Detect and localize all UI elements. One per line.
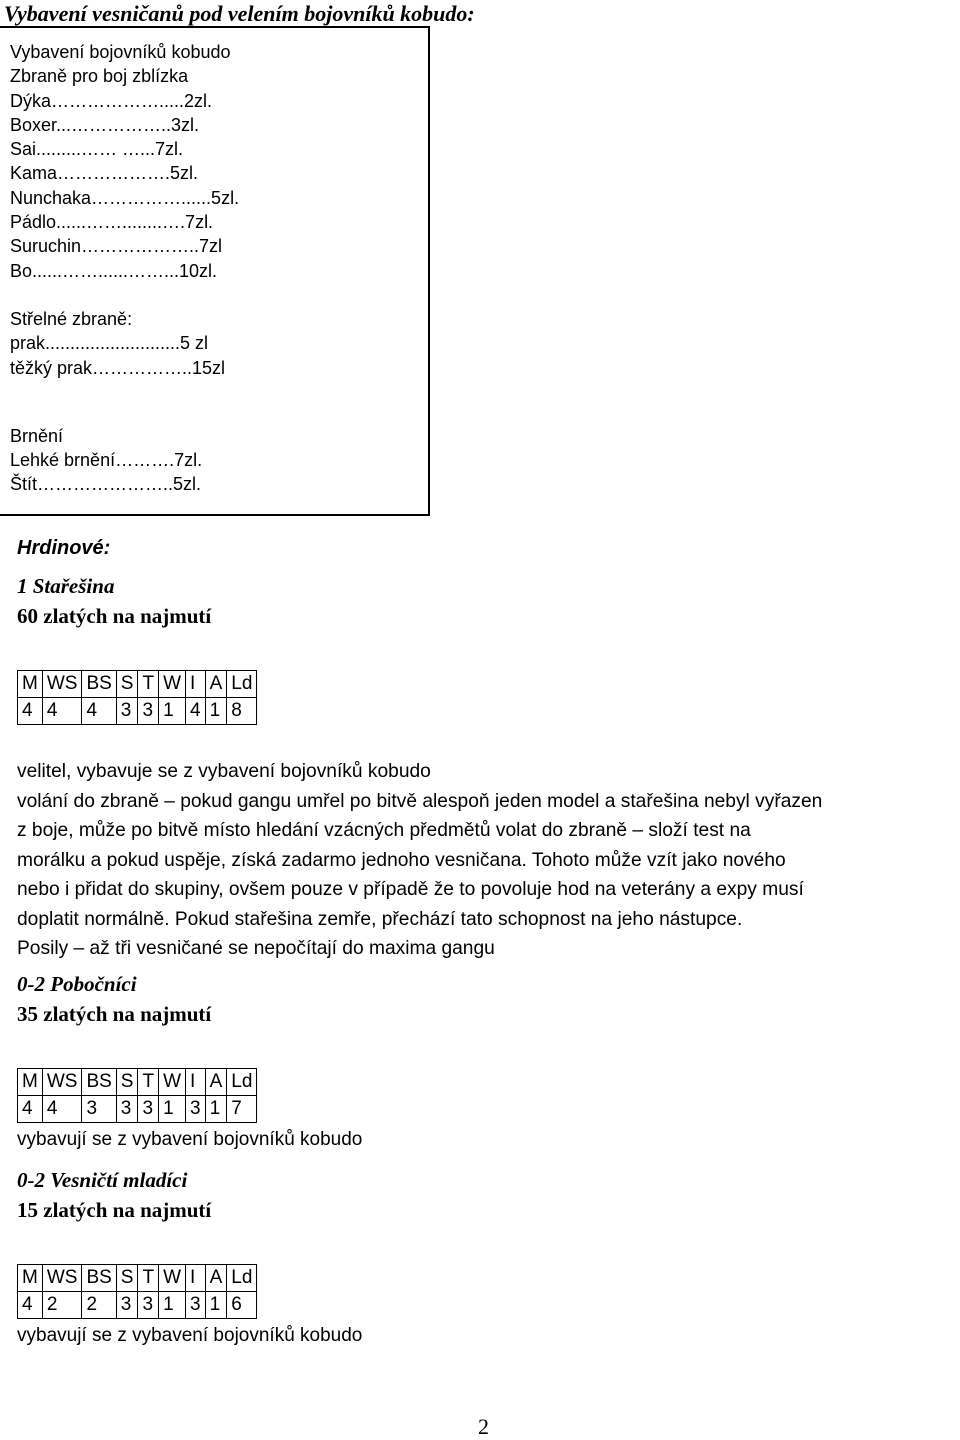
stat-value: 1 xyxy=(205,1096,227,1123)
melee-item: Boxer...……………..3zl. xyxy=(10,114,200,135)
stat-header: W xyxy=(159,671,186,698)
ranged-heading: Střelné zbraně: xyxy=(10,308,133,329)
stat-header: BS xyxy=(82,671,116,698)
stat-value: 2 xyxy=(42,1292,82,1319)
spacer xyxy=(10,380,239,424)
equipment-list xyxy=(10,40,239,497)
stat-value: 3 xyxy=(116,1096,138,1123)
melee-item: Pádlo......……........….7zl. xyxy=(10,212,214,233)
stat-value-row xyxy=(18,1292,257,1319)
stat-value: 4 xyxy=(18,1096,43,1123)
stat-value: 4 xyxy=(82,698,116,725)
rule-line: doplatit normálně. Pokud stařešina zemře, přechází tato schopnost na jeho nástupce. xyxy=(17,908,743,930)
stat-value: 1 xyxy=(159,698,186,725)
stat-value: 1 xyxy=(159,1292,186,1319)
stat-value: 4 xyxy=(18,1292,43,1319)
elder-equipment-note: velitel, vybavuje se z vybavení bojovníků kobudo xyxy=(17,761,431,782)
page-title: Vybavení vesničanů pod velením bojovníků kobudo: xyxy=(4,1,475,26)
elder-stat-table xyxy=(17,670,257,725)
melee-item: Suruchin………………..7zl xyxy=(10,236,223,257)
henchmen-stat-table xyxy=(17,1068,257,1123)
melee-item: Sai.........…… …...7zl. xyxy=(10,139,184,160)
equipment-heading: Vybavení bojovníků kobudo xyxy=(10,42,231,62)
stat-header: I xyxy=(186,1265,206,1292)
stat-header: Ld xyxy=(227,1069,257,1096)
stat-value: 2 xyxy=(82,1292,116,1319)
stat-header: S xyxy=(116,671,138,698)
stat-header: T xyxy=(138,671,159,698)
stat-value: 4 xyxy=(42,698,82,725)
ranged-item: těžký prak……………..15zl xyxy=(10,357,226,378)
elder-cost: 60 zlatých na najmutí xyxy=(17,604,212,628)
stat-header: I xyxy=(186,671,206,698)
stat-value: 3 xyxy=(138,1096,159,1123)
henchmen-name: 0-2 Pobočníci xyxy=(17,972,137,996)
stat-header-row xyxy=(18,671,257,698)
rule-line: nebo i přidat do skupiny, ovšem pouze v případě že to povoluje hod na veterány a expy musí xyxy=(17,879,804,900)
youths-equipment-note: vybavují se z vybavení bojovníků kobudo xyxy=(17,1325,363,1346)
stat-value: 6 xyxy=(227,1292,257,1319)
melee-item: Nunchaka……………......5zl. xyxy=(10,187,240,208)
stat-value: 3 xyxy=(116,698,138,725)
ranged-item: prak...........................5 zl xyxy=(10,333,209,354)
henchmen-cost: 35 zlatých na najmutí xyxy=(17,1002,212,1026)
rule-line: z boje, může po bitvě místo hledání vzácných předmětů volat do zbraně – složí test na xyxy=(17,820,751,841)
stat-header: T xyxy=(138,1265,159,1292)
stat-header: A xyxy=(205,671,227,698)
stat-value: 7 xyxy=(227,1096,257,1123)
stat-value: 8 xyxy=(227,698,257,725)
heroes-heading: Hrdinové: xyxy=(17,537,111,559)
stat-header: M xyxy=(18,671,43,698)
elder-name: 1 Stařešina xyxy=(17,574,115,598)
stat-header: BS xyxy=(82,1069,116,1096)
spacer xyxy=(10,283,239,307)
youths-name: 0-2 Vesničtí mladíci xyxy=(17,1168,188,1192)
stat-header-row xyxy=(18,1069,257,1096)
equipment-box xyxy=(0,26,430,516)
stat-header: WS xyxy=(42,1069,82,1096)
stat-value: 4 xyxy=(186,698,206,725)
stat-value: 4 xyxy=(42,1096,82,1123)
stat-value-row xyxy=(18,698,257,725)
rule-line: volání do zbraně – pokud gangu umřel po bitvě alespoň jeden model a stařešina nebyl vyřazen xyxy=(17,790,823,812)
stat-value: 3 xyxy=(138,698,159,725)
stat-header: I xyxy=(186,1069,206,1096)
elder-description xyxy=(17,757,959,964)
stat-value: 3 xyxy=(82,1096,116,1123)
stat-value: 1 xyxy=(159,1096,186,1123)
stat-header: S xyxy=(116,1069,138,1096)
henchmen-equipment-note: vybavují se z vybavení bojovníků kobudo xyxy=(17,1129,363,1150)
stat-header-row xyxy=(18,1265,257,1292)
melee-item: Bo......……......……...10zl. xyxy=(10,260,218,281)
stat-header: W xyxy=(159,1265,186,1292)
stat-value-row xyxy=(18,1096,257,1123)
stat-value: 3 xyxy=(138,1292,159,1319)
stat-header: A xyxy=(205,1069,227,1096)
melee-item: Kama……………….5zl. xyxy=(10,163,199,184)
stat-header: W xyxy=(159,1069,186,1096)
stat-value: 1 xyxy=(205,698,227,725)
stat-header: WS xyxy=(42,671,82,698)
stat-header: M xyxy=(18,1069,43,1096)
youths-stat-table xyxy=(17,1264,257,1319)
stat-header: M xyxy=(18,1265,43,1292)
armor-item: Lehké brnění……….7zl. xyxy=(10,450,203,471)
page-number: 2 xyxy=(478,1414,489,1439)
rule-line: morálku a pokud uspěje, získá zadarmo jednoho vesničana. Tohoto může vzít jako nového xyxy=(17,849,786,871)
stat-header: Ld xyxy=(227,1265,257,1292)
melee-item: Dýka……………….....2zl. xyxy=(10,90,213,111)
stat-value: 3 xyxy=(116,1292,138,1319)
armor-heading: Brnění xyxy=(10,425,64,446)
stat-header: S xyxy=(116,1265,138,1292)
stat-header: T xyxy=(138,1069,159,1096)
posse-rule: Posily – až tři vesničané se nepočítají do maxima gangu xyxy=(17,938,495,959)
armor-item: Štít…………………..5zl. xyxy=(10,474,202,495)
stat-header: WS xyxy=(42,1265,82,1292)
stat-header: BS xyxy=(82,1265,116,1292)
stat-value: 4 xyxy=(18,698,43,725)
stat-header: Ld xyxy=(227,671,257,698)
stat-value: 3 xyxy=(186,1096,206,1123)
stat-value: 1 xyxy=(205,1292,227,1319)
stat-header: A xyxy=(205,1265,227,1292)
youths-cost: 15 zlatých na najmutí xyxy=(17,1198,212,1222)
melee-heading: Zbraně pro boj zblízka xyxy=(10,66,189,87)
stat-value: 3 xyxy=(186,1292,206,1319)
